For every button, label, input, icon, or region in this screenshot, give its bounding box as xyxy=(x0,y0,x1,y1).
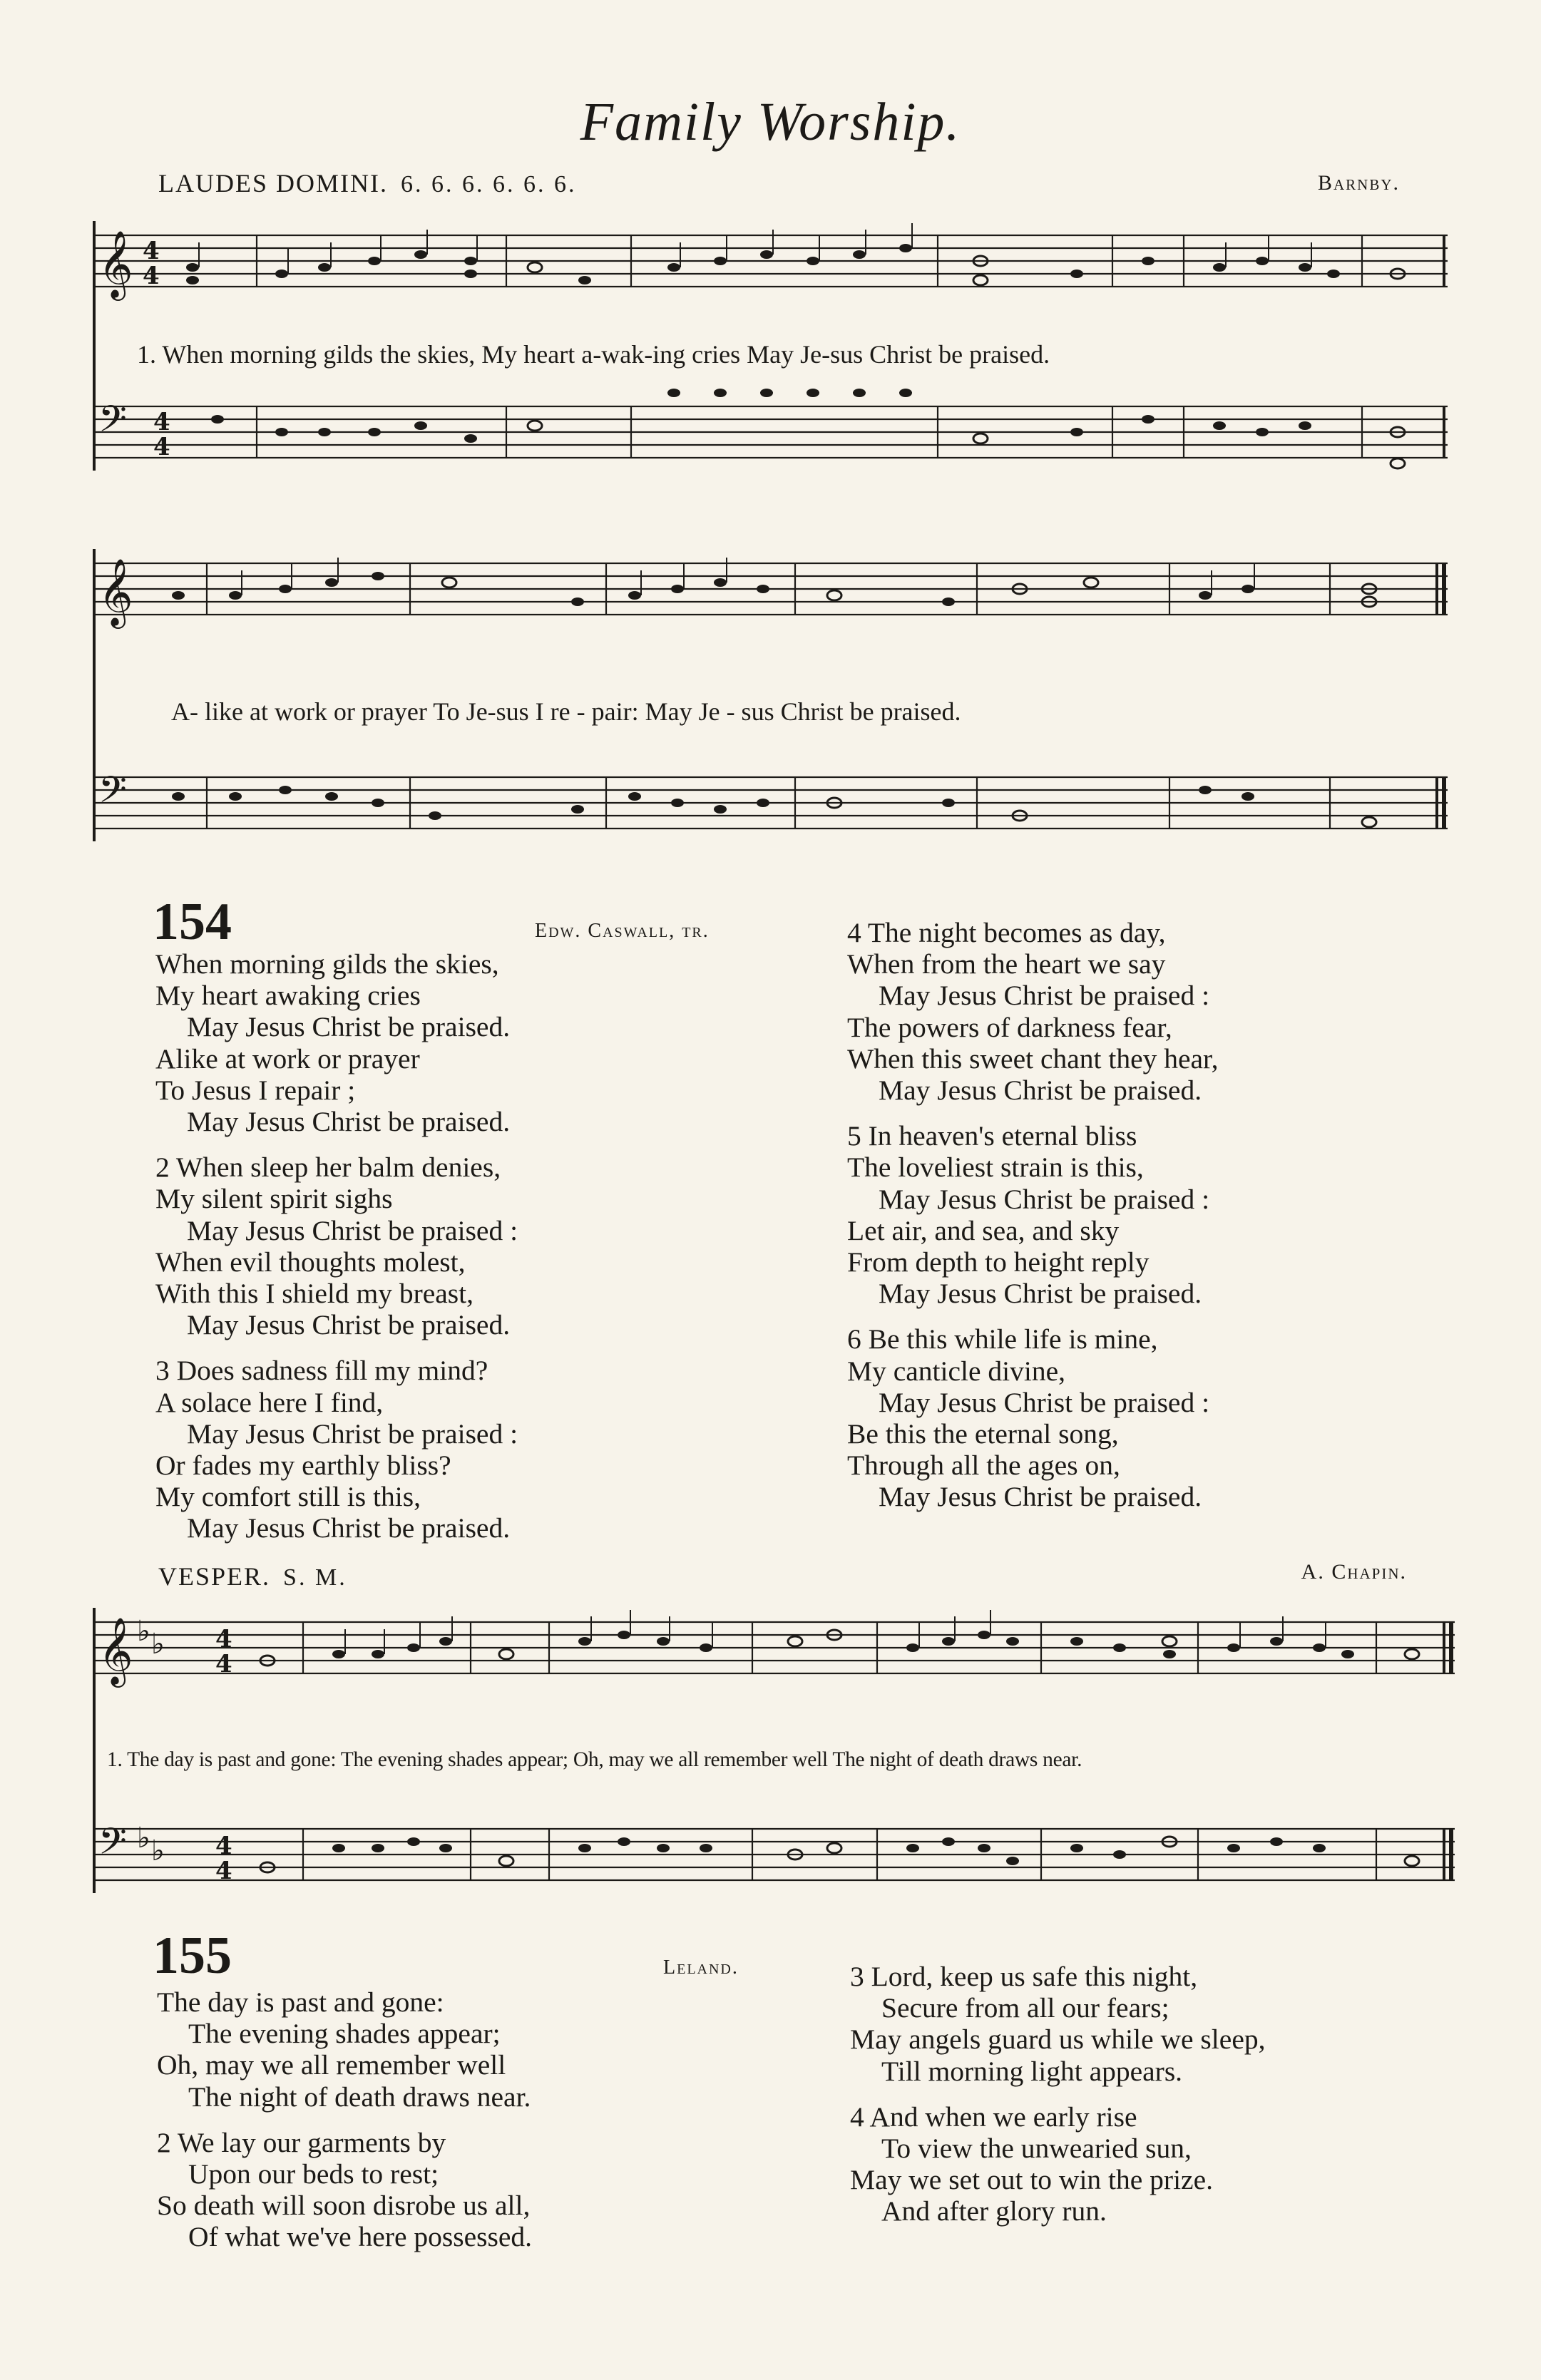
hymn-author: Leland. xyxy=(663,1956,739,1979)
svg-text:𝄢: 𝄢 xyxy=(98,768,127,820)
verse-line: My heart awaking cries xyxy=(155,980,421,1012)
verse-line: May Jesus Christ be praised. xyxy=(187,1106,511,1138)
tune-composer: Barnby. xyxy=(1317,171,1400,195)
verse-line: May Jesus Christ be praised. xyxy=(187,1309,511,1341)
verse-line: Let air, and sea, and sky xyxy=(847,1214,1120,1246)
verse-line: When morning gilds the skies, xyxy=(155,948,499,980)
svg-text:𝄢: 𝄢 xyxy=(98,397,127,449)
verse-line: Of what we've here possessed. xyxy=(188,2221,533,2253)
svg-text:♭: ♭ xyxy=(151,1628,165,1661)
verse-line: The day is past and gone: xyxy=(157,1986,444,2018)
verse-line: My canticle divine, xyxy=(847,1355,1066,1387)
verse-4 xyxy=(847,917,1219,1106)
verse-line: With this I shield my breast, xyxy=(155,1278,474,1310)
verse-line: May we set out to win the prize. xyxy=(850,2164,1213,2196)
hymn-author: Edw. Caswall, tr. xyxy=(535,920,710,942)
verse-line: When this sweet chant they hear, xyxy=(847,1042,1219,1074)
tune-header-vesper xyxy=(158,1561,347,1591)
verse-line: May Jesus Christ be praised. xyxy=(879,1278,1202,1310)
verse-line: 6 Be this while life is mine, xyxy=(847,1323,1158,1355)
verse-line: Upon our beds to rest; xyxy=(188,2158,439,2190)
verse-2 xyxy=(157,2127,532,2253)
verse-line: Oh, may we all remember well xyxy=(157,2049,506,2081)
verse-line: Through all the ages on, xyxy=(847,1450,1120,1482)
svg-text:4: 4 xyxy=(215,1625,232,1653)
tune-name: VESPER. xyxy=(158,1562,271,1591)
svg-text:♭: ♭ xyxy=(137,1822,150,1855)
verse-line: 5 In heaven's eternal bliss xyxy=(847,1120,1137,1152)
verse-line: Till morning light appears. xyxy=(881,2055,1183,2087)
verse-line: So death will soon disrobe us all, xyxy=(157,2190,531,2222)
verse-line: May Jesus Christ be praised. xyxy=(879,1074,1202,1107)
verse-line: 3 Lord, keep us safe this night, xyxy=(850,1961,1198,1992)
verse-line: 4 And when we early rise xyxy=(850,2101,1137,2133)
verse-line: May Jesus Christ be praised. xyxy=(187,1011,511,1043)
verse-line: 3 Does sadness fill my mind? xyxy=(155,1355,488,1387)
lyric-underlay-154-2: A- like at work or prayer To Je-sus I re - pair: May Je - sus Christ be praised. xyxy=(171,697,961,726)
verse-line: The powers of darkness fear, xyxy=(847,1011,1172,1043)
verse-line: When evil thoughts molest, xyxy=(155,1246,466,1278)
verse-line: To Jesus I repair ; xyxy=(155,1074,356,1106)
svg-text:4: 4 xyxy=(153,408,170,436)
verse-line: The loveliest strain is this, xyxy=(847,1151,1144,1184)
lyric-underlay-154-1: 1. When morning gilds the skies, My heart a-wak-ing cries May Je-sus Christ be praised. xyxy=(137,340,1050,369)
verse-line: 2 When sleep her balm denies, xyxy=(155,1151,501,1184)
verse-line: When from the heart we say xyxy=(847,948,1166,980)
tune-name: LAUDES DOMINI. xyxy=(158,169,388,198)
verse-1 xyxy=(157,1986,532,2113)
verse-line: My silent spirit sighs xyxy=(155,1183,393,1215)
verse-line: The night of death draws near. xyxy=(188,2081,531,2113)
hymn-154-left-column xyxy=(155,948,518,1544)
verse-line: May angels guard us while we sleep, xyxy=(850,2023,1266,2056)
verse-line: 2 We lay our garments by xyxy=(157,2126,446,2158)
verse-line: May Jesus Christ be praised. xyxy=(187,1512,511,1544)
svg-text:𝄢: 𝄢 xyxy=(98,1820,127,1872)
page-heading: Family Worship. xyxy=(580,92,961,152)
verse-6 xyxy=(847,1323,1219,1512)
verse-line: Alike at work or prayer xyxy=(155,1042,420,1074)
verse-line: From depth to height reply xyxy=(847,1246,1150,1278)
hymn-number: 155 xyxy=(153,1927,232,1985)
svg-text:♭: ♭ xyxy=(137,1615,150,1648)
verse-2 xyxy=(155,1151,518,1340)
hymn-number: 154 xyxy=(153,893,232,951)
svg-text:𝄞: 𝄞 xyxy=(98,230,133,298)
svg-text:4: 4 xyxy=(143,262,160,290)
svg-text:𝄞: 𝄞 xyxy=(98,1617,133,1685)
verse-line: May Jesus Christ be praised : xyxy=(187,1214,518,1246)
verse-line: To view the unwearied sun, xyxy=(881,2133,1192,2165)
verse-line: 4 The night becomes as day, xyxy=(847,917,1166,948)
svg-text:♭: ♭ xyxy=(151,1835,165,1867)
verse-line: Or fades my earthly bliss? xyxy=(155,1450,451,1482)
tune-composer: A. Chapin. xyxy=(1301,1560,1407,1584)
verse-line: A solace here I find, xyxy=(155,1386,384,1418)
verse-4 xyxy=(850,2101,1265,2227)
verse-3 xyxy=(155,1355,518,1544)
verse-line: May Jesus Christ be praised : xyxy=(187,1417,518,1450)
svg-text:4: 4 xyxy=(215,1857,232,1885)
tune-meter: 6. 6. 6. 6. 6. 6. xyxy=(400,171,577,198)
tune-meter: S. M. xyxy=(283,1564,347,1591)
svg-text:4: 4 xyxy=(153,433,170,461)
lyric-underlay-155-1: 1. The day is past and gone: The evening shades appear; Oh, may we all remember well The night of death draws near. xyxy=(107,1748,1082,1771)
verse-line: My comfort still is this, xyxy=(155,1481,421,1513)
verse-1 xyxy=(155,948,518,1137)
verse-line: Be this the eternal song, xyxy=(847,1418,1119,1450)
verse-5 xyxy=(847,1120,1219,1309)
verse-line: May Jesus Christ be praised : xyxy=(879,1183,1210,1215)
verse-3 xyxy=(850,1961,1265,2087)
hymn-155-right-column xyxy=(850,1961,1265,2227)
svg-text:4: 4 xyxy=(143,237,160,265)
svg-text:4: 4 xyxy=(215,1832,232,1860)
verse-line: The evening shades appear; xyxy=(188,2018,501,2050)
svg-text:4: 4 xyxy=(215,1650,232,1678)
verse-line: May Jesus Christ be praised. xyxy=(879,1481,1202,1513)
verse-line: May Jesus Christ be praised : xyxy=(879,1386,1210,1418)
verse-line: May Jesus Christ be praised : xyxy=(879,980,1210,1012)
hymn-154-right-column xyxy=(847,917,1219,1513)
verse-line: Secure from all our fears; xyxy=(881,1992,1169,2024)
verse-line: And after glory run. xyxy=(881,2195,1107,2227)
svg-text:𝄞: 𝄞 xyxy=(98,558,133,626)
hymn-155-left-column xyxy=(157,1986,532,2253)
